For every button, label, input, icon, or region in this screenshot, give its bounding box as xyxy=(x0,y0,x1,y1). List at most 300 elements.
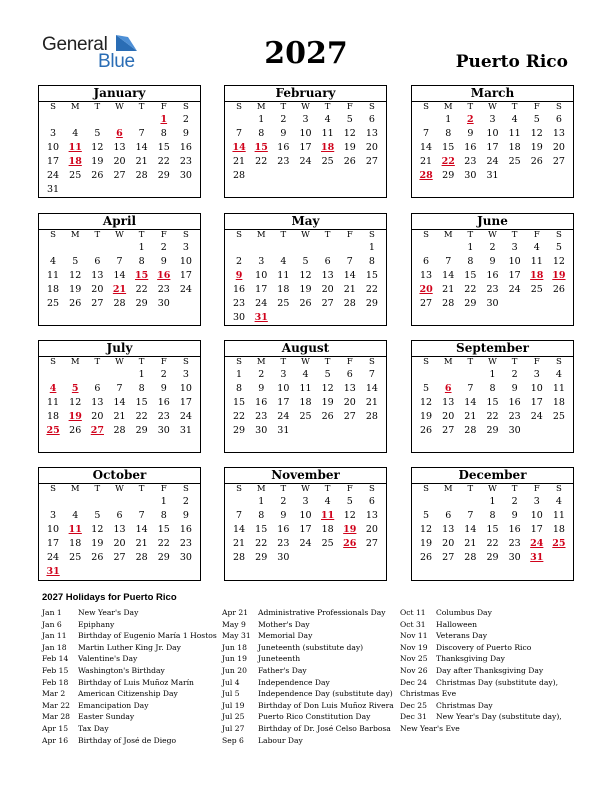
holiday-day-cell: 19 xyxy=(343,524,357,535)
day-cell: 1 xyxy=(445,114,452,125)
day-cell: 18 xyxy=(508,142,521,153)
week-row xyxy=(39,565,200,579)
month-may xyxy=(224,213,387,326)
day-cell: 30 xyxy=(179,552,192,563)
week-row xyxy=(225,368,386,382)
day-cell: 3 xyxy=(258,256,265,267)
day-cell: 29 xyxy=(255,552,268,563)
day-cell: 27 xyxy=(442,552,455,563)
day-cell: 13 xyxy=(91,397,104,408)
holiday-date: Oct 11 xyxy=(400,608,426,617)
day-cell: 2 xyxy=(258,369,265,380)
day-cell: 12 xyxy=(420,397,433,408)
week-row xyxy=(225,523,386,537)
day-cell: 17 xyxy=(530,397,543,408)
day-cell: 12 xyxy=(299,270,312,281)
day-cell: 9 xyxy=(280,128,287,139)
weekday-label: F xyxy=(533,102,540,112)
day-cell xyxy=(250,241,272,255)
day-cell xyxy=(42,368,64,382)
day-cell xyxy=(459,495,481,509)
weekday-label: W xyxy=(488,484,497,494)
weekday-label: S xyxy=(556,484,562,494)
holiday-name: Independence Day xyxy=(258,677,330,687)
month-november xyxy=(224,467,387,581)
day-cell: 17 xyxy=(179,270,192,281)
holiday-day-cell: 15 xyxy=(254,142,268,153)
day-cell: 23 xyxy=(179,538,192,549)
day-cell: 23 xyxy=(277,538,290,549)
week-row xyxy=(412,523,573,537)
day-cell xyxy=(64,368,86,382)
week-row xyxy=(225,382,386,396)
day-cell xyxy=(108,241,130,255)
day-cell xyxy=(64,495,86,509)
weekday-label: T xyxy=(280,357,287,367)
day-cell: 19 xyxy=(91,538,104,549)
week-row xyxy=(39,396,200,410)
weekday-label: S xyxy=(423,357,429,367)
day-cell xyxy=(294,311,316,325)
holiday-date: Jun 19 xyxy=(222,654,247,664)
day-cell: 19 xyxy=(321,397,334,408)
day-cell: 9 xyxy=(489,256,496,267)
day-cell: 5 xyxy=(94,510,101,521)
day-cell: 23 xyxy=(277,156,290,167)
holiday-day-cell: 6 xyxy=(116,128,123,139)
holiday-day-cell: 11 xyxy=(68,142,82,153)
day-cell: 26 xyxy=(420,425,433,436)
weekday-label: T xyxy=(511,484,518,494)
weekday-label: M xyxy=(70,102,80,112)
week-row xyxy=(225,311,386,325)
weekday-label: F xyxy=(533,230,540,240)
holiday-date: Apr 16 xyxy=(42,735,69,745)
week-row xyxy=(39,141,200,155)
day-cell: 7 xyxy=(467,383,474,394)
day-cell: 26 xyxy=(69,298,82,309)
weekday-label: M xyxy=(443,230,453,240)
day-cell xyxy=(361,424,383,438)
weekday-label: W xyxy=(115,230,124,240)
holiday-day-cell: 25 xyxy=(552,538,566,549)
day-cell xyxy=(361,311,383,325)
day-cell xyxy=(228,241,250,255)
holiday-date: Jan 18 xyxy=(42,642,67,652)
month-september xyxy=(411,340,574,453)
day-cell: 31 xyxy=(179,425,192,436)
day-cell: 12 xyxy=(420,524,433,535)
weekday-header-row xyxy=(39,230,200,241)
weekday-label: T xyxy=(511,102,518,112)
day-cell xyxy=(526,297,548,311)
day-cell: 17 xyxy=(530,524,543,535)
day-cell xyxy=(42,113,64,127)
holiday-day-cell: 11 xyxy=(321,510,335,521)
day-cell: 12 xyxy=(91,524,104,535)
day-cell xyxy=(294,551,316,565)
day-cell: 9 xyxy=(511,510,518,521)
day-cell: 4 xyxy=(50,256,57,267)
week-row xyxy=(225,396,386,410)
day-cell: 4 xyxy=(324,496,331,507)
country-name: Puerto Rico xyxy=(455,52,568,72)
day-cell: 28 xyxy=(464,425,477,436)
holiday-date: Jan 11 xyxy=(42,631,67,641)
weekday-label: S xyxy=(556,357,562,367)
day-cell xyxy=(86,113,108,127)
weekday-label: T xyxy=(324,230,331,240)
calendar-year: 2027 xyxy=(264,36,348,71)
day-cell: 1 xyxy=(236,369,243,380)
day-cell: 30 xyxy=(233,312,246,323)
day-cell xyxy=(153,183,175,197)
day-cell xyxy=(526,424,548,438)
week-row xyxy=(225,410,386,424)
holiday-day-cell: 18 xyxy=(321,142,335,153)
day-cell: 16 xyxy=(157,397,170,408)
day-cell: 2 xyxy=(182,114,189,125)
day-cell xyxy=(86,368,108,382)
day-cell: 9 xyxy=(182,128,189,139)
week-row xyxy=(39,269,200,283)
day-cell: 16 xyxy=(179,142,192,153)
day-cell: 23 xyxy=(508,538,521,549)
day-cell xyxy=(64,183,86,197)
day-cell: 18 xyxy=(277,284,290,295)
day-cell: 13 xyxy=(91,270,104,281)
holiday-day-cell: 14 xyxy=(232,142,246,153)
holiday-day-cell: 6 xyxy=(444,383,452,394)
holiday-name: New Year's Day xyxy=(78,608,139,617)
day-cell: 22 xyxy=(233,411,246,422)
holiday-name: Veterans Day xyxy=(436,631,488,641)
day-cell: 5 xyxy=(533,114,540,125)
day-cell: 6 xyxy=(368,114,375,125)
holiday-date: Mar 28 xyxy=(42,712,71,722)
day-cell: 21 xyxy=(113,411,126,422)
day-cell: 13 xyxy=(113,524,126,535)
weekday-label: M xyxy=(256,230,266,240)
day-cell: 5 xyxy=(324,369,331,380)
holiday-day-cell: 31 xyxy=(46,566,60,577)
weekday-label: M xyxy=(443,357,453,367)
day-cell: 6 xyxy=(324,256,331,267)
weekday-label: W xyxy=(488,357,497,367)
day-cell: 3 xyxy=(511,242,518,253)
day-cell: 10 xyxy=(530,510,543,521)
day-cell xyxy=(108,565,130,579)
day-cell: 24 xyxy=(299,538,312,549)
day-cell: 30 xyxy=(277,552,290,563)
holiday-date: Jun 20 xyxy=(222,665,247,675)
day-cell: 10 xyxy=(47,142,60,153)
week-row xyxy=(39,169,200,183)
day-cell: 12 xyxy=(69,270,82,281)
day-cell: 5 xyxy=(423,510,430,521)
day-cell: 8 xyxy=(445,128,452,139)
weekday-header-row xyxy=(225,357,386,368)
day-cell: 8 xyxy=(138,383,145,394)
day-cell: 10 xyxy=(179,383,192,394)
weekday-label: S xyxy=(423,230,429,240)
weekday-label: F xyxy=(533,357,540,367)
day-cell: 24 xyxy=(508,284,521,295)
day-cell xyxy=(175,183,197,197)
day-cell: 20 xyxy=(365,142,378,153)
day-cell: 22 xyxy=(135,411,148,422)
holiday-name: Discovery of Puerto Rico xyxy=(436,642,532,652)
day-cell: 16 xyxy=(486,270,499,281)
day-cell: 24 xyxy=(47,552,60,563)
day-cell xyxy=(175,565,197,579)
weekday-label: S xyxy=(236,484,242,494)
holiday-name: Father's Day xyxy=(258,665,307,675)
week-row xyxy=(412,155,573,169)
month-title: December xyxy=(412,468,573,484)
holiday-date: May 9 xyxy=(222,619,246,629)
day-cell xyxy=(317,169,339,183)
weekday-label: T xyxy=(467,484,474,494)
holiday-date: Jul 27 xyxy=(222,723,245,733)
day-cell: 24 xyxy=(530,411,543,422)
day-cell: 23 xyxy=(157,284,170,295)
day-cell: 12 xyxy=(343,510,356,521)
day-cell: 20 xyxy=(91,411,104,422)
day-cell: 8 xyxy=(236,383,243,394)
day-cell: 2 xyxy=(280,496,287,507)
holiday-date: Jul 5 xyxy=(222,689,240,699)
day-cell: 23 xyxy=(233,298,246,309)
weekday-label: T xyxy=(467,357,474,367)
month-title: November xyxy=(225,468,386,484)
day-cell: 7 xyxy=(467,510,474,521)
day-cell: 4 xyxy=(72,510,79,521)
day-cell: 24 xyxy=(486,156,499,167)
holiday-name: Washington's Birthday xyxy=(78,665,165,675)
day-cell: 8 xyxy=(258,128,265,139)
day-cell: 15 xyxy=(464,270,477,281)
day-cell: 17 xyxy=(47,538,60,549)
day-cell: 6 xyxy=(423,256,430,267)
week-row xyxy=(412,297,573,311)
holiday-day-cell: 22 xyxy=(441,156,455,167)
day-cell xyxy=(42,241,64,255)
day-cell: 26 xyxy=(420,552,433,563)
weekday-header-row xyxy=(39,484,200,495)
day-cell: 25 xyxy=(299,411,312,422)
day-cell: 27 xyxy=(113,552,126,563)
day-cell: 8 xyxy=(489,383,496,394)
month-title: May xyxy=(225,214,386,230)
month-february xyxy=(224,85,387,198)
day-cell: 21 xyxy=(464,411,477,422)
day-cell xyxy=(339,551,361,565)
month-march xyxy=(411,85,574,198)
day-cell: 7 xyxy=(116,256,123,267)
day-cell: 21 xyxy=(442,284,455,295)
day-cell: 2 xyxy=(511,496,518,507)
weekday-label: W xyxy=(115,357,124,367)
day-cell xyxy=(131,565,153,579)
day-cell: 25 xyxy=(508,156,521,167)
day-cell: 13 xyxy=(113,142,126,153)
week-row xyxy=(412,241,573,255)
day-cell xyxy=(86,183,108,197)
logo-word-general: General xyxy=(42,34,108,55)
holiday-day-cell: 31 xyxy=(254,312,268,323)
day-cell: 20 xyxy=(552,142,565,153)
day-cell: 1 xyxy=(467,242,474,253)
day-cell: 30 xyxy=(255,425,268,436)
day-cell xyxy=(548,169,570,183)
day-cell: 14 xyxy=(420,142,433,153)
day-cell: 18 xyxy=(552,524,565,535)
weekday-label: T xyxy=(280,102,287,112)
weekday-label: T xyxy=(138,230,145,240)
day-cell: 21 xyxy=(343,284,356,295)
day-cell: 19 xyxy=(420,538,433,549)
day-cell: 3 xyxy=(533,369,540,380)
day-cell: 11 xyxy=(321,128,334,139)
day-cell: 24 xyxy=(47,170,60,181)
month-title: July xyxy=(39,341,200,357)
day-cell: 4 xyxy=(72,128,79,139)
day-cell: 14 xyxy=(233,524,246,535)
day-cell xyxy=(504,297,526,311)
holiday-name: Christmas Eve xyxy=(400,689,457,699)
holiday-name: Labour Day xyxy=(258,735,303,745)
day-cell: 26 xyxy=(343,156,356,167)
weekday-label: S xyxy=(369,484,375,494)
day-cell: 28 xyxy=(343,298,356,309)
week-row xyxy=(225,283,386,297)
day-cell xyxy=(42,495,64,509)
day-cell xyxy=(64,565,86,579)
holiday-day-cell: 26 xyxy=(343,538,357,549)
month-title: April xyxy=(39,214,200,230)
day-cell: 29 xyxy=(442,170,455,181)
month-title: February xyxy=(225,86,386,102)
month-title: January xyxy=(39,86,200,102)
weekday-label: F xyxy=(346,484,353,494)
day-cell xyxy=(548,551,570,565)
week-row xyxy=(39,523,200,537)
weekday-label: S xyxy=(236,230,242,240)
day-cell xyxy=(415,241,437,255)
day-cell: 25 xyxy=(552,411,565,422)
day-cell: 2 xyxy=(160,369,167,380)
week-row xyxy=(39,424,200,438)
holiday-date: Nov 25 xyxy=(400,654,428,664)
holiday-name: Martin Luther King Jr. Day xyxy=(78,642,181,652)
week-row xyxy=(412,382,573,396)
holiday-name: Emancipation Day xyxy=(78,700,149,710)
weekday-label: S xyxy=(556,230,562,240)
weekday-header-row xyxy=(412,484,573,495)
holiday-day-cell: 19 xyxy=(68,411,82,422)
day-cell: 18 xyxy=(69,538,82,549)
holiday-day-cell: 11 xyxy=(68,524,82,535)
holiday-name: Juneteenth (substitute day) xyxy=(258,642,364,652)
day-cell: 22 xyxy=(486,411,499,422)
week-row xyxy=(225,155,386,169)
day-cell: 15 xyxy=(486,524,499,535)
day-cell: 23 xyxy=(464,156,477,167)
day-cell: 16 xyxy=(277,524,290,535)
day-cell: 21 xyxy=(233,156,246,167)
week-row xyxy=(412,551,573,565)
weekday-header-row xyxy=(412,102,573,113)
day-cell: 17 xyxy=(299,524,312,535)
holiday-date: Jul 25 xyxy=(222,712,245,722)
day-cell: 28 xyxy=(365,411,378,422)
holiday-day-cell: 18 xyxy=(68,156,82,167)
day-cell: 13 xyxy=(442,397,455,408)
day-cell: 11 xyxy=(47,397,60,408)
day-cell: 16 xyxy=(464,142,477,153)
day-cell: 30 xyxy=(508,552,521,563)
day-cell: 11 xyxy=(299,383,312,394)
weekday-label: S xyxy=(50,230,56,240)
holiday-date: Nov 26 xyxy=(400,665,428,675)
day-cell xyxy=(108,368,130,382)
day-cell xyxy=(272,169,294,183)
day-cell: 13 xyxy=(552,128,565,139)
day-cell: 15 xyxy=(442,142,455,153)
week-row xyxy=(225,255,386,269)
week-row xyxy=(412,127,573,141)
day-cell: 25 xyxy=(69,170,82,181)
day-cell: 27 xyxy=(420,298,433,309)
holiday-date: Mar 22 xyxy=(42,700,71,710)
day-cell xyxy=(294,241,316,255)
day-cell: 16 xyxy=(233,284,246,295)
day-cell: 17 xyxy=(486,142,499,153)
day-cell xyxy=(415,113,437,127)
weekday-label: W xyxy=(115,484,124,494)
weekday-label: S xyxy=(50,102,56,112)
holiday-day-cell: 20 xyxy=(419,284,433,295)
week-row xyxy=(225,241,386,255)
day-cell: 19 xyxy=(299,284,312,295)
day-cell: 26 xyxy=(91,552,104,563)
day-cell: 15 xyxy=(135,397,148,408)
day-cell: 29 xyxy=(157,552,170,563)
day-cell: 14 xyxy=(464,397,477,408)
holiday-day-cell: 19 xyxy=(552,270,566,281)
day-cell: 23 xyxy=(179,156,192,167)
day-cell: 10 xyxy=(299,510,312,521)
day-cell: 4 xyxy=(533,242,540,253)
weekday-label: T xyxy=(138,102,145,112)
holiday-date: Mar 2 xyxy=(42,689,66,699)
week-row xyxy=(412,255,573,269)
day-cell: 25 xyxy=(47,298,60,309)
week-row xyxy=(225,537,386,551)
weekday-label: T xyxy=(138,357,145,367)
day-cell: 10 xyxy=(508,256,521,267)
day-cell: 1 xyxy=(258,114,265,125)
day-cell: 2 xyxy=(489,242,496,253)
holiday-date: Dec 25 xyxy=(400,700,427,710)
weekday-label: F xyxy=(346,102,353,112)
holiday-name: Christmas Day xyxy=(436,700,493,710)
day-cell xyxy=(317,311,339,325)
day-cell xyxy=(294,169,316,183)
day-cell xyxy=(131,113,153,127)
day-cell: 2 xyxy=(511,369,518,380)
